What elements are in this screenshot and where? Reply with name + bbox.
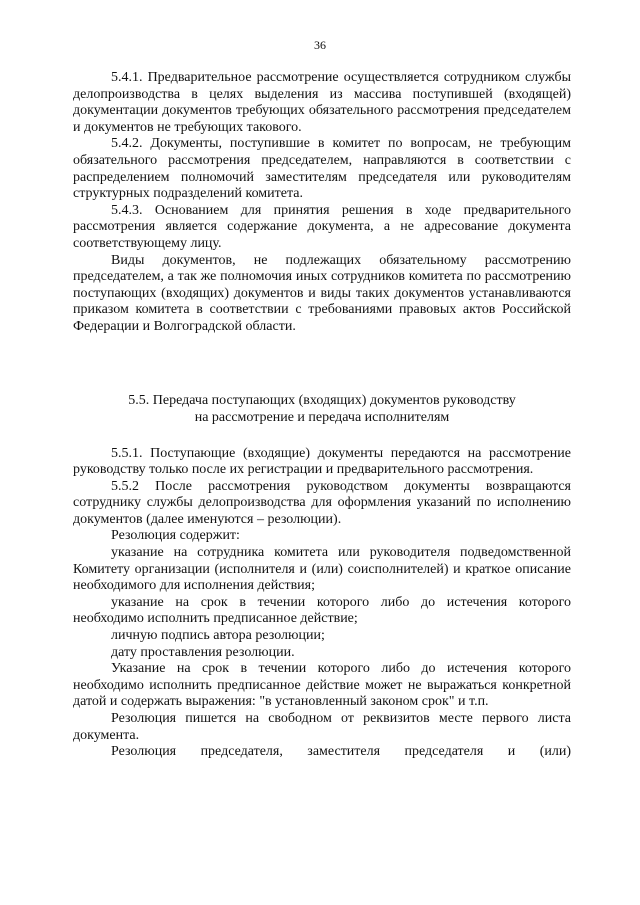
paragraph-deadline-note: Указание на срок в течении которого либо до истечения которого необходимо исполнить предписанное действие может не выражаться конкретной датой и содержать выражения: "в установленный законом срок" и т.п. [73, 661, 571, 710]
list-item-deadline: указание на срок в течении которого либо до истечения которого необходимо исполнить предписанное действие; [73, 594, 571, 627]
heading-line-1: 5.5. Передача поступающих (входящих) документов руководству [128, 392, 516, 408]
document-body [73, 70, 571, 761]
paragraph-5-4-1: 5.4.1. Предварительное рассмотрение осуществляется сотрудником службы делопроизводства в целях выделения из массива поступившей (входящей) документации документов требующих обязательного рассмотрения председателем и документов не требующих такового. [73, 70, 571, 135]
list-item-signature: личную подпись автора резолюции; [111, 628, 325, 644]
heading-line-2: на рассмотрение и передача исполнителям [194, 409, 450, 425]
paragraph-5-5-1: 5.5.1. Поступающие (входящие) документы передаются на рассмотрение руководству только после их регистрации и предварительного рассмотрения. [73, 445, 571, 478]
page-number: 36 [314, 38, 326, 52]
section-5-4 [73, 70, 571, 336]
paragraph-5-4-3: 5.4.3. Основанием для принятия решения в ходе предварительного рассмотрения является содержание документа, а не адресование документа соответствующему лицу. [73, 202, 571, 251]
section-5-5 [73, 446, 571, 761]
paragraph-document-types: Виды документов, не подлежащих обязательному рассмотрению председателем, а так же полномочия иных сотрудников комитета по рассмотрению поступающих (входящих) документов и виды таких документов устанавливаются приказом комитета в соответствии с требованиями правовых актов Российской Федерации и Волгоградской области. [73, 252, 571, 334]
paragraph-resolution-chairman: Резолюция председателя, заместителя председателя и (или) [111, 744, 571, 760]
list-item-date: дату проставления резолюции. [111, 644, 295, 660]
paragraph-resolution-placement: Резолюция пишется на свободном от реквизитов месте первого листа документа. [73, 711, 571, 743]
paragraph-5-5-2: 5.5.2 После рассмотрения руководством документы возвращаются сотруднику службы делопроизводства для оформления указаний по исполнению документов (далее именуются – резолюции). [73, 478, 571, 527]
paragraph-resolution-contains: Резолюция содержит: [111, 528, 240, 544]
section-5-5-heading [73, 392, 571, 426]
paragraph-5-4-2: 5.4.2. Документы, поступившие в комитет по вопросам, не требующим обязательного рассмотрения председателем, направляются в соответствии с распределением полномочий заместителям председателя или руководителям структурных подразделений комитета. [73, 136, 571, 202]
list-item-executor: указание на сотрудника комитета или руководителя подведомственной Комитету организации (исполнителя и (или) соисполнителей) и краткое описание необходимого для исполнения действия; [73, 545, 571, 594]
